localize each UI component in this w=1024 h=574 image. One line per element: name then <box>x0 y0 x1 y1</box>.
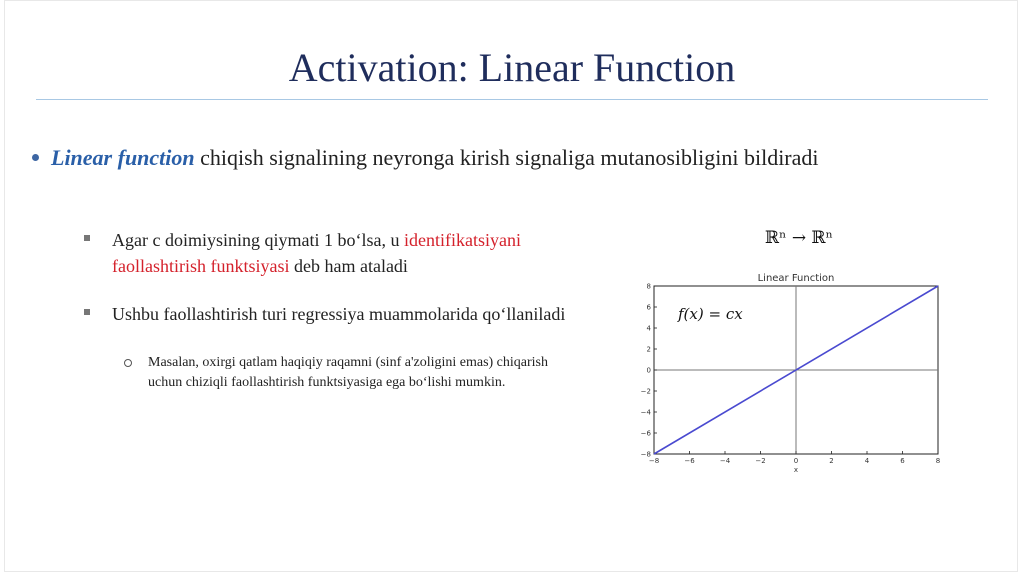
circle-bullet-icon <box>124 359 132 367</box>
main-bullet <box>32 145 819 171</box>
y-tick-label: −6 <box>640 429 651 438</box>
mapping-formula: ℝⁿ → ℝⁿ <box>765 228 834 248</box>
chart-equation: f(x) = cx <box>678 305 743 323</box>
x-tick-label: 8 <box>935 457 941 465</box>
y-tick-label: 6 <box>646 303 651 312</box>
y-tick-label: −2 <box>640 387 651 396</box>
square-bullet-icon <box>84 309 90 315</box>
x-tick-label: −2 <box>755 457 766 465</box>
sub-bullet-2 <box>84 301 582 327</box>
sub-sub-bullet-text: Masalan, oxirgi qatlam haqiqiy raqamni (sinf a'zoligini emas) chiqarish uchun chiziqli faollashtirish funktsiyasiga ega bo‘lishi mumkin. <box>148 355 548 390</box>
sub-bullet-1-text <box>112 227 582 279</box>
y-tick-label: 2 <box>646 345 651 354</box>
y-tick-label: 0 <box>646 366 651 375</box>
x-tick-label: −8 <box>648 457 660 465</box>
x-tick-label: 0 <box>793 457 799 465</box>
sub-bullet-1-part2: deb ham ataladi <box>289 256 408 276</box>
title-divider <box>36 99 988 100</box>
y-tick-label: 4 <box>646 324 651 333</box>
main-bullet-text: chiqish signalining neyronga kirish signaliga mutanosibligini bildiradi <box>194 145 819 170</box>
sub-bullet-1-part1: Agar c doimiysining qiymati 1 bo‘lsa, u <box>112 230 404 250</box>
linear-function-chart <box>635 266 955 478</box>
sub-sub-bullet <box>124 353 568 393</box>
x-tick-label: 4 <box>864 457 870 465</box>
x-tick-label: 6 <box>900 457 905 465</box>
sub-bullet-1 <box>84 227 582 279</box>
y-tick-label: −4 <box>640 408 651 417</box>
x-tick-label: −6 <box>684 457 695 465</box>
square-bullet-icon <box>84 235 90 241</box>
chart-title: Linear Function <box>757 273 835 284</box>
y-tick-label: 8 <box>646 282 651 291</box>
sub-bullet-2-text: Ushbu faollashtirish turi regressiya muammolarida qo‘llaniladi <box>112 304 566 324</box>
y-tick-label: −8 <box>640 450 651 459</box>
x-tick-label: 2 <box>829 457 834 465</box>
bullet-dot-icon <box>32 154 39 161</box>
main-bullet-emphasis: Linear function <box>51 145 195 170</box>
x-tick-label: −4 <box>719 457 731 465</box>
sub-bullet-1-highlight: identifikatsiyani faollashtirish funktsiyasi <box>112 230 521 276</box>
chart-x-axis-label: x <box>793 466 799 474</box>
slide-title: Activation: Linear Function <box>288 45 736 90</box>
